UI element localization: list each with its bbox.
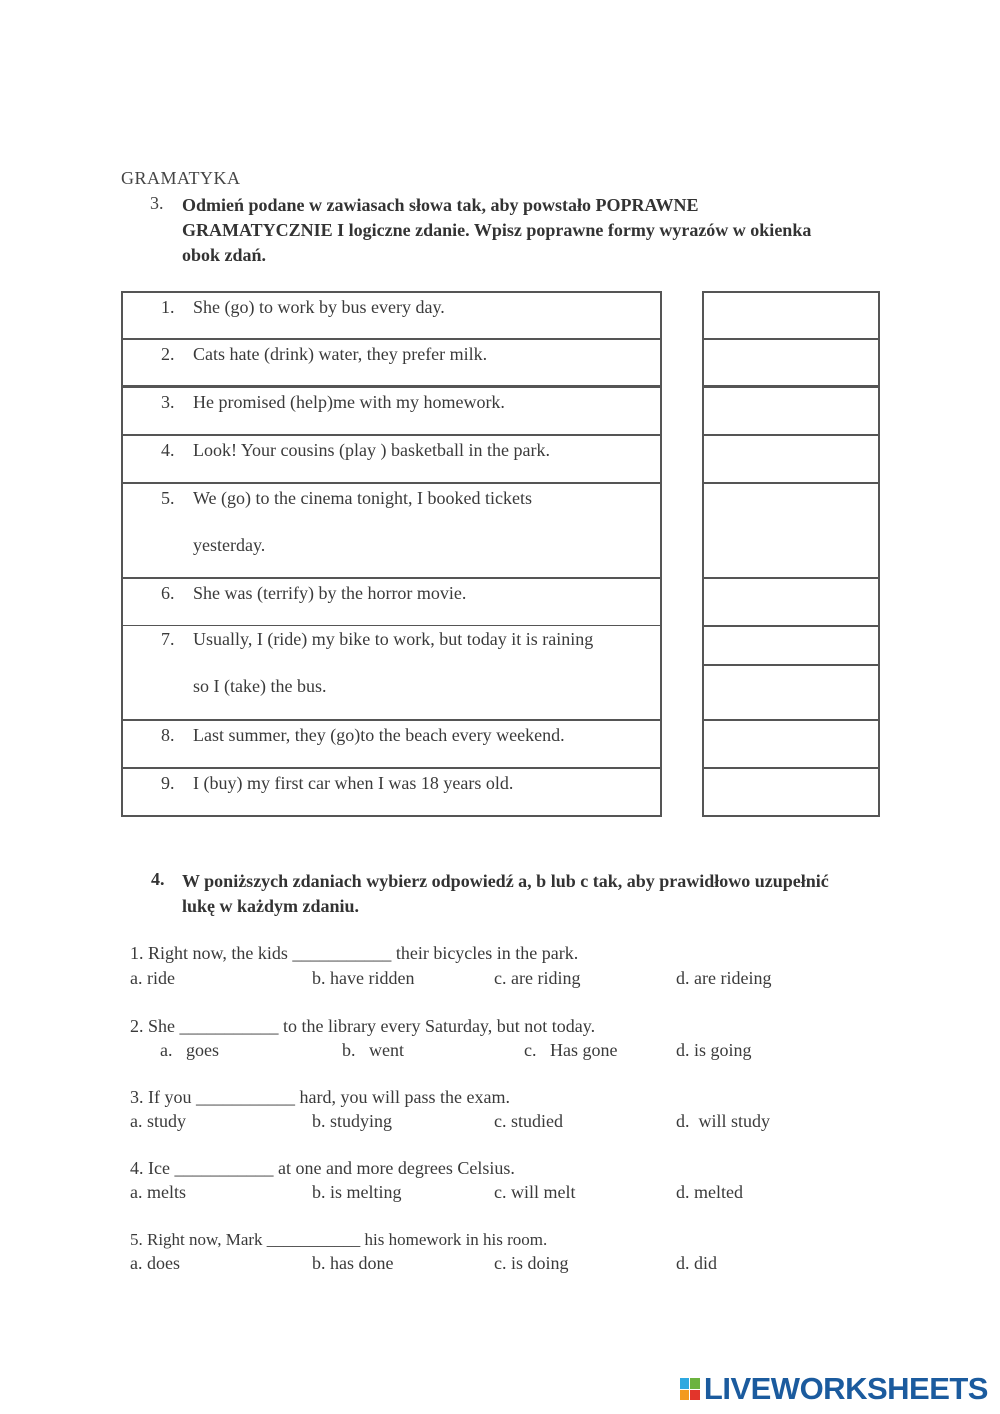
logo-text: LIVEWORKSHEETS [703,1371,988,1406]
sentence-text: She (go) to work by bus every day. [193,297,445,317]
question-3-option-a[interactable]: a. study [130,1111,186,1131]
question-5-option-a[interactable]: a. does [130,1253,180,1273]
sentence-row [121,625,662,721]
answer-box-6 [702,577,880,627]
sentence-row [121,338,662,387]
question-1-option-a[interactable]: a. ride [130,968,175,988]
sentence-number: 6. [161,583,175,603]
question-5-option-d[interactable]: d. did [676,1253,718,1273]
sentence-number: 1. [161,297,175,317]
task3-instruction: Odmień podane w zawiasach słowa tak, aby powstało POPRAWNE GRAMATYCZNIE I logiczne zdanie. Wpisz poprawne formy wyrazów w okienka obok zdań. [182,195,812,265]
answer-box-9 [702,767,880,817]
question-1-option-d[interactable]: d. are rideing [676,968,772,988]
question-4-option-d[interactable]: d. melted [676,1182,743,1202]
answer-box-8 [702,719,880,769]
sentence-row [121,767,662,817]
answer-box-7a [702,625,880,666]
question-5-option-c[interactable]: c. is doing [494,1253,569,1273]
sentence-number: 8. [161,725,175,745]
question-2-option-a[interactable]: a. goes [160,1040,219,1060]
question-5-text: 5. Right now, Mark ___________ his homework in his room. [130,1230,548,1249]
sentence-number: 2. [161,344,175,364]
answer-box-3 [702,386,880,436]
liveworksheets-icon [680,1378,700,1400]
question-3-text: 3. If you ___________ hard, you will pass the exam. [130,1087,510,1107]
sentence-text-continued: so I (take) the bus. [193,676,327,696]
question-2-option-c[interactable]: c. Has gone [524,1040,618,1060]
sentence-text: He promised (help)me with my homework. [193,392,505,412]
liveworksheets-logo [680,1371,988,1406]
sentence-row [121,434,662,484]
question-4-option-c[interactable]: c. will melt [494,1182,576,1202]
question-3-option-c[interactable]: c. studied [494,1111,563,1131]
answer-input-6[interactable] [704,579,878,625]
sentence-row [121,482,662,579]
sentence-number: 3. [161,392,175,412]
sentence-text: Usually, I (ride) my bike to work, but today it is raining [193,629,594,649]
answer-input-1[interactable] [704,293,878,338]
question-1-option-c[interactable]: c. are riding [494,968,581,988]
sentence-text-continued: yesterday. [193,535,266,555]
sentence-row [121,291,662,340]
answer-box-7b [702,664,880,721]
sentence-number: 5. [161,488,175,508]
answer-input-2[interactable] [704,340,878,385]
question-4-option-b[interactable]: b. is melting [312,1182,402,1202]
question-2-option-b[interactable]: b. went [342,1040,404,1060]
sentence-text: I (buy) my first car when I was 18 years old. [193,773,514,793]
answer-input-8[interactable] [704,721,878,767]
question-1-text: 1. Right now, the kids ___________ their bicycles in the park. [130,943,579,963]
answer-input-7a[interactable] [704,627,878,664]
answer-input-4[interactable] [704,436,878,482]
task4-instruction: W poniższych zdaniach wybierz odpowiedź a, b lub c tak, aby prawidłowo uzupełnić lukę w każdym zdaniu. [182,871,829,916]
section-heading: GRAMATYKA [121,168,241,188]
answer-box-1 [702,291,880,340]
sentence-text: Cats hate (drink) water, they prefer milk. [193,344,488,364]
answer-box-5 [702,482,880,579]
question-2-option-d[interactable]: d. is going [676,1040,752,1060]
answer-input-7b[interactable] [704,666,878,719]
sentence-text: Last summer, they (go)to the beach every weekend. [193,725,565,745]
answer-input-5[interactable] [704,484,878,577]
question-2-text: 2. She ___________ to the library every Saturday, but not today. [130,1016,596,1036]
question-4-text: 4. Ice ___________ at one and more degrees Celsius. [130,1158,515,1178]
task3-number: 3. [150,193,164,213]
sentence-number: 4. [161,440,175,460]
answer-input-9[interactable] [704,769,878,815]
task4-number: 4. [151,869,165,889]
sentence-number: 9. [161,773,175,793]
question-5-option-b[interactable]: b. has done [312,1253,394,1273]
question-1-option-b[interactable]: b. have ridden [312,968,415,988]
question-4-option-a[interactable]: a. melts [130,1182,186,1202]
answer-input-3[interactable] [704,388,878,434]
question-3-option-d[interactable]: d. will study [676,1111,771,1131]
sentence-row [121,719,662,769]
sentence-text: We (go) to the cinema tonight, I booked tickets [193,488,532,508]
answer-box-2 [702,338,880,387]
question-3-option-b[interactable]: b. studying [312,1111,393,1131]
sentence-text: She was (terrify) by the horror movie. [193,583,467,603]
sentence-row [121,577,662,627]
sentence-number: 7. [161,629,175,649]
sentence-text: Look! Your cousins (play ) basketball in the park. [193,440,550,460]
sentence-row [121,386,662,436]
answer-box-4 [702,434,880,484]
